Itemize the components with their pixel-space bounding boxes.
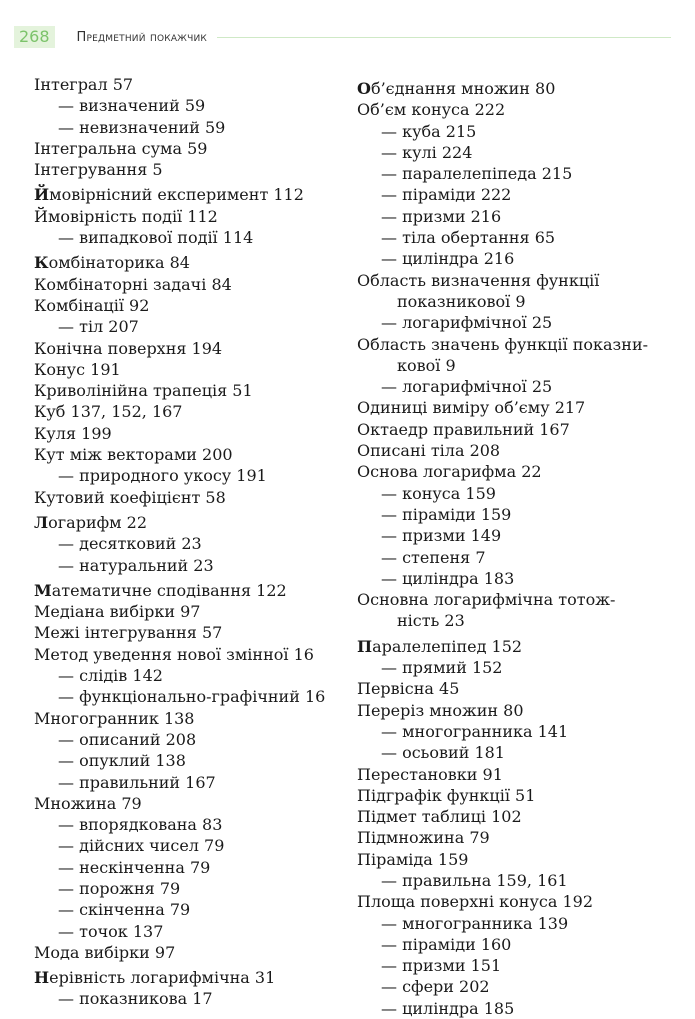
index-entry: Метод уведення нової змінної 16 — [34, 644, 314, 664]
index-column-left — [34, 74, 339, 1010]
index-column-right — [357, 74, 677, 1019]
section-initial: Н — [34, 968, 50, 988]
index-entry: Підмножина 79 — [357, 828, 490, 848]
index-entry: Межі інтегрування 57 — [34, 623, 223, 643]
index-entry: Об’єм конуса 222 — [357, 100, 506, 120]
index-subentry: — многогранника 139 — [381, 913, 569, 933]
index-entry: Піраміда 159 — [357, 849, 469, 869]
index-subentry: — призми 216 — [381, 206, 502, 226]
index-entry: Мода вибірки 97 — [34, 942, 176, 962]
index-entry: Множина 79 — [34, 793, 142, 813]
index-entry: Область визначення функції — [357, 270, 600, 290]
index-subentry: — циліндра 216 — [381, 249, 515, 269]
index-subentry: — визначений 59 — [58, 96, 206, 116]
index-subentry: — дійсних чисел 79 — [58, 836, 225, 856]
page-number: 268 — [14, 26, 55, 48]
index-entry: Комбінаторні задачі 84 — [34, 274, 232, 294]
index-entry-continuation: кової 9 — [397, 355, 456, 375]
index-entry-continuation: ність 23 — [397, 611, 465, 631]
index-subentry: — куба 215 — [381, 121, 477, 141]
index-entry: Медіана вибірки 97 — [34, 602, 201, 622]
index-subentry: — нескінченна 79 — [58, 857, 211, 877]
index-subentry: — слідів 142 — [58, 666, 163, 686]
entry-text: аралелепіпед 152 — [372, 636, 523, 656]
section-initial: П — [357, 636, 373, 656]
index-subentry: — степеня 7 — [381, 547, 486, 567]
entry-text: омбінаторика 84 — [48, 253, 190, 273]
index-subentry: — показникова 17 — [58, 989, 213, 1009]
index-entry-continuation: показникової 9 — [397, 291, 526, 311]
index-subentry: — піраміди 159 — [381, 504, 512, 524]
index-entry: Одиниці виміру об’єму 217 — [357, 398, 586, 418]
section-initial: М — [34, 580, 52, 600]
index-subentry: — точок 137 — [58, 921, 164, 941]
index-subentry: — сфери 202 — [381, 977, 490, 997]
index-entry: Описані тіла 208 — [357, 441, 501, 461]
index-entry: Площа поверхні конуса 192 — [357, 892, 593, 912]
section-initial: Й — [34, 185, 50, 205]
index-subentry: — невизначений 59 — [58, 117, 226, 137]
index-entry: Інтеграл 57 — [34, 75, 134, 94]
index-subentry: — кулі 224 — [381, 142, 473, 162]
index-entry-letter-start — [34, 580, 339, 601]
index-entry: Криволінійна трапеція 51 — [34, 381, 253, 401]
index-entry-letter-start — [34, 252, 339, 273]
index-subentry: — порожня 79 — [58, 878, 181, 898]
running-title: Предметний покажчик — [76, 29, 207, 45]
index-subentry: — прямий 152 — [381, 658, 503, 678]
index-entry: Інтегральна сума 59 — [34, 138, 208, 158]
index-subentry: — тіла обертання 65 — [381, 228, 556, 248]
entry-text: мовірнісний експеримент 112 — [49, 185, 304, 205]
index-subentry: — природного укосу 191 — [58, 466, 267, 486]
index-entry: Підграфік функції 51 — [357, 785, 536, 805]
header-rule — [217, 37, 671, 38]
index-entry: Перестановки 91 — [357, 764, 503, 784]
section-initial: К — [34, 253, 49, 273]
index-entry-letter-start — [357, 78, 677, 99]
index-entry: Комбінації 92 — [34, 295, 150, 315]
index-entry: Основна логарифмічна тотож- — [357, 590, 616, 610]
index-subentry: — впорядкована 83 — [58, 815, 223, 835]
index-entry: Кутовий коефіцієнт 58 — [34, 487, 226, 507]
index-subentry: — осьовий 181 — [381, 743, 505, 763]
index-subentry: — піраміди 160 — [381, 934, 512, 954]
entry-text: атематичне сподівання 122 — [51, 580, 287, 600]
index-entry: Конус 191 — [34, 359, 121, 379]
index-subentry: — натуральний 23 — [58, 555, 214, 575]
index-subentry: — циліндра 183 — [381, 568, 515, 588]
index-subentry: — циліндра 185 — [381, 998, 515, 1018]
index-entry: Переріз множин 80 — [357, 700, 524, 720]
index-entry: Основа логарифма 22 — [357, 462, 542, 482]
index-subentry: — логарифмічної 25 — [381, 377, 553, 397]
index-entry-letter-start — [34, 967, 339, 988]
index-subentry: — функціонально-графічний 16 — [58, 687, 326, 707]
page-header — [14, 26, 671, 48]
index-entry: Многогранник 138 — [34, 708, 195, 728]
index-entry: Первісна 45 — [357, 679, 460, 699]
index-entry: Кут між векторами 200 — [34, 445, 233, 465]
entry-text: огарифм 22 — [48, 512, 148, 532]
index-entry: Октаедр правильний 167 — [357, 419, 570, 439]
index-subentry: — правильний 167 — [58, 772, 216, 792]
index-subentry: — десятковий 23 — [58, 534, 202, 554]
index-entry: Ймовірність події 112 — [34, 206, 218, 226]
index-entry: Підмет таблиці 102 — [357, 807, 522, 827]
index-entry: Куб 137, 152, 167 — [34, 402, 183, 422]
index-entry: Куля 199 — [34, 423, 112, 443]
index-entry-letter-start — [357, 636, 677, 657]
index-subentry: — призми 149 — [381, 526, 502, 546]
index-subentry: — призми 151 — [381, 956, 502, 976]
entry-text: б’єднання множин 80 — [370, 79, 556, 98]
index-entry: Конічна поверхня 194 — [34, 338, 223, 358]
index-subentry: — многогранника 141 — [381, 721, 569, 741]
section-initial: О — [357, 79, 371, 98]
index-subentry: — опуклий 138 — [58, 751, 186, 771]
index-subentry: — скінченна 79 — [58, 900, 191, 920]
section-initial: Л — [34, 512, 49, 532]
index-subentry: — паралелепіпеда 215 — [381, 164, 573, 184]
index-entry: Інтегрування 5 — [34, 160, 163, 180]
index-subentry: — піраміди 222 — [381, 185, 512, 205]
index-entry-letter-start — [34, 512, 339, 533]
index-subentry: — логарифмічної 25 — [381, 313, 553, 333]
index-subentry: — конуса 159 — [381, 483, 496, 503]
index-subentry: — описаний 208 — [58, 729, 197, 749]
index-entry: Область значень функції показни- — [357, 334, 649, 354]
index-subentry: — правильна 159, 161 — [381, 870, 568, 890]
index-entry-letter-start — [34, 184, 339, 205]
entry-text: ерівність логарифмічна 31 — [49, 968, 276, 988]
index-subentry: — випадкової події 114 — [58, 228, 254, 248]
index-subentry: — тіл 207 — [58, 317, 139, 337]
